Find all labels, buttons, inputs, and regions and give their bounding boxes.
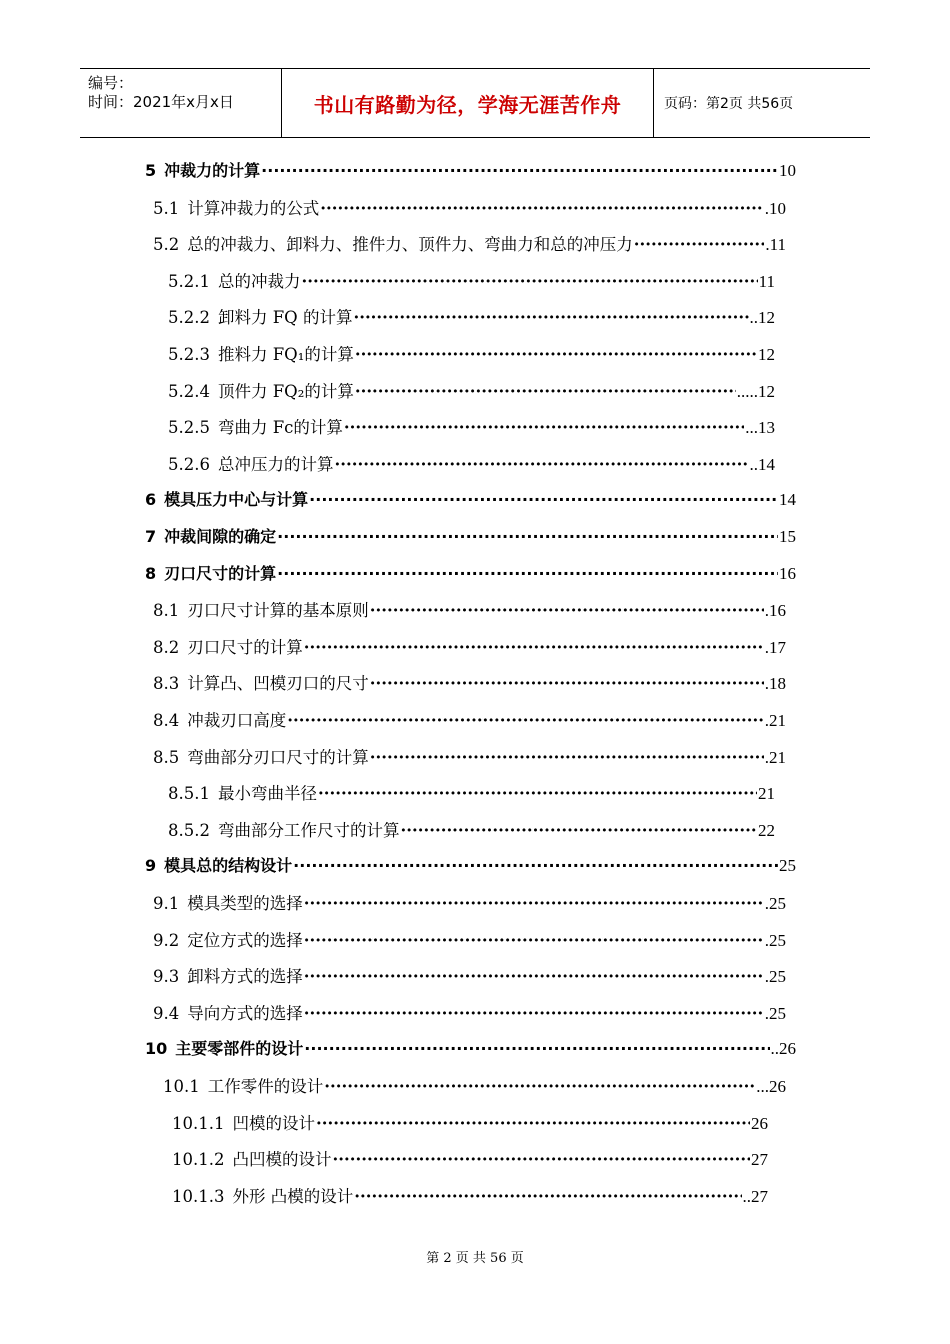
- toc-dot-leader: [370, 674, 764, 693]
- toc-dot-leader: [293, 856, 778, 875]
- toc-entry-title: 模具压力中心与计算: [164, 490, 309, 510]
- toc-entry-number: 9.2: [153, 930, 180, 950]
- toc-entry-title: 刃口尺寸的计算: [187, 637, 303, 657]
- toc-entry-title: 总的冲裁力、卸料力、推件力、顶件力、弯曲力和总的冲压力: [187, 235, 633, 255]
- toc-entry-page: ...26: [756, 1077, 786, 1096]
- toc-entry-page: 11: [758, 271, 775, 291]
- toc-entry[interactable]: [153, 195, 786, 219]
- toc-entry-page: ...13: [745, 418, 775, 438]
- toc-entry-number: 8.2: [153, 637, 180, 657]
- toc-entry[interactable]: [168, 780, 775, 804]
- toc-entry-page: .10: [764, 198, 786, 218]
- toc-entry[interactable]: [168, 304, 775, 328]
- toc-entry-number: 7: [145, 527, 157, 546]
- toc-entry[interactable]: [145, 853, 796, 877]
- toc-entry-title: 凸凹模的设计: [232, 1150, 332, 1170]
- toc-dot-leader: [334, 455, 748, 474]
- toc-entry-page: .25: [764, 967, 786, 987]
- toc-entry-page: 22: [758, 820, 775, 840]
- toc-entry-page: .....12: [736, 381, 775, 401]
- toc-dot-leader: [344, 418, 744, 437]
- toc-entry-number: 5.2.6: [168, 454, 210, 474]
- toc-entry[interactable]: [153, 744, 786, 768]
- toc-dot-leader: [400, 821, 757, 840]
- toc-entry-number: 9.3: [153, 967, 180, 987]
- toc-entry[interactable]: [153, 670, 786, 694]
- toc-entry-title: 顶件力 FQ₂的计算: [217, 381, 354, 401]
- toc-dot-leader: [287, 711, 764, 730]
- doc-number-label: 编号：: [88, 74, 134, 92]
- toc-entry-title: 弯曲部分刃口尺寸的计算: [187, 747, 369, 767]
- toc-entry-page: 27: [751, 1150, 768, 1170]
- toc-entry-number: 9: [145, 856, 157, 876]
- toc-entry-number: 9.1: [153, 894, 180, 913]
- toc-entry-number: 8.1: [153, 601, 180, 621]
- toc-dot-leader: [324, 1077, 755, 1096]
- toc-entry[interactable]: [168, 451, 775, 475]
- toc-entry-page: 16: [779, 563, 796, 583]
- toc-entry-page: ..12: [749, 308, 775, 328]
- toc-entry-page: .11: [765, 235, 786, 255]
- toc-entry-title: 冲裁力的计算: [164, 161, 261, 180]
- toc-entry[interactable]: [153, 231, 786, 255]
- toc-entry[interactable]: [145, 524, 796, 548]
- header-motto: 书山有路勤为径，学海无涯苦作舟: [313, 92, 622, 117]
- toc-entry-page: .25: [764, 1003, 786, 1023]
- toc-dot-leader: [318, 784, 757, 803]
- toc-entry-title: 刃口尺寸计算的基本原则: [187, 601, 369, 621]
- toc-dot-leader: [277, 564, 778, 583]
- toc-entry-page: 12: [758, 345, 775, 364]
- toc-entry-title: 卸料力 FQ 的计算: [217, 308, 353, 328]
- toc-entry-title: 外形 凸模的设计: [232, 1186, 354, 1206]
- toc-entry[interactable]: [153, 634, 786, 658]
- toc-entry-number: 8.5.1: [168, 784, 210, 804]
- toc-entry[interactable]: [172, 1183, 768, 1207]
- toc-entry-title: 最小弯曲半径: [217, 784, 317, 804]
- toc-dot-leader: [370, 748, 764, 767]
- toc-entry-page: 26: [751, 1113, 768, 1133]
- toc-entry-page: .25: [764, 930, 786, 950]
- toc-entry-page: .25: [764, 894, 786, 913]
- toc-entry-title: 主要零部件的设计: [175, 1039, 304, 1059]
- toc-entry-number: 5.2.4: [168, 381, 210, 401]
- toc-entry[interactable]: [145, 158, 796, 182]
- toc-dot-leader: [354, 1187, 741, 1206]
- toc-entry-number: 10.1.3: [172, 1186, 225, 1206]
- toc-entry-number: 5.2.5: [168, 418, 210, 438]
- toc-entry-title: 弯曲力 Fc的计算: [217, 418, 343, 438]
- toc-entry[interactable]: [172, 1146, 768, 1170]
- toc-entry-page: .17: [764, 637, 786, 657]
- toc-entry-number: 8.5: [153, 747, 180, 767]
- toc-entry[interactable]: [153, 927, 786, 951]
- toc-entry[interactable]: [153, 597, 786, 621]
- toc-entry-number: 10.1.2: [172, 1150, 225, 1170]
- toc-dot-leader: [355, 382, 736, 401]
- toc-entry-number: 8.3: [153, 674, 180, 694]
- toc-entry-title: 导向方式的选择: [187, 1003, 303, 1023]
- toc-entry[interactable]: [168, 341, 775, 365]
- toc-dot-leader: [320, 199, 764, 218]
- toc-entry-title: 工作零件的设计: [207, 1077, 324, 1096]
- toc-entry[interactable]: [153, 890, 786, 914]
- header-page-info: [654, 69, 870, 137]
- toc-entry-title: 总冲压力的计算: [217, 454, 334, 474]
- page-header: [80, 68, 870, 138]
- toc-dot-leader: [304, 931, 764, 950]
- toc-entry-title: 计算凸、凹模刃口的尺寸: [187, 674, 369, 694]
- toc-entry-title: 模具类型的选择: [187, 894, 303, 913]
- toc-entry[interactable]: [168, 378, 775, 402]
- toc-dot-leader: [304, 894, 764, 913]
- toc-entry-title: 弯曲部分工作尺寸的计算: [217, 820, 400, 840]
- toc-entry-number: 10: [145, 1039, 168, 1059]
- toc-entry[interactable]: [168, 414, 775, 438]
- toc-entry-number: 10.1.1: [172, 1113, 225, 1133]
- toc-dot-leader: [634, 235, 765, 254]
- toc-entry-page: 21: [758, 784, 775, 804]
- toc-entry-page: ..14: [749, 454, 775, 474]
- toc-entry-title: 卸料方式的选择: [187, 967, 303, 987]
- toc-entry[interactable]: [168, 268, 775, 292]
- toc-entry[interactable]: [168, 817, 775, 841]
- toc-entry-page: 15: [779, 527, 796, 546]
- toc-entry-number: 5.2: [153, 235, 180, 255]
- toc-entry[interactable]: [163, 1073, 786, 1097]
- toc-entry-page: ..26: [770, 1039, 796, 1059]
- toc-entry-page: ..27: [742, 1186, 768, 1206]
- toc-dot-leader: [304, 1004, 764, 1023]
- toc-entry-title: 计算冲裁力的公式: [187, 198, 320, 218]
- toc-entry-title: 总的冲裁力: [217, 271, 301, 291]
- toc-entry[interactable]: [145, 561, 796, 585]
- toc-dot-leader: [309, 490, 778, 509]
- toc-entry-title: 推料力 FQ₁的计算: [217, 345, 354, 364]
- toc-entry[interactable]: [145, 487, 796, 511]
- toc-entry-page: 14: [779, 490, 796, 510]
- toc-dot-leader: [277, 527, 778, 546]
- toc-dot-leader: [304, 967, 764, 986]
- toc-dot-leader: [355, 345, 757, 364]
- toc-dot-leader: [304, 1039, 769, 1058]
- header-page-text: 页码：第2页 共56页: [664, 96, 794, 112]
- toc-dot-leader: [304, 638, 764, 657]
- toc-dot-leader: [332, 1150, 750, 1169]
- toc-entry[interactable]: [153, 963, 786, 987]
- toc-entry-number: 5.2.2: [168, 308, 210, 328]
- toc-entry-number: 8: [145, 563, 157, 583]
- toc-entry-number: 6: [145, 490, 157, 510]
- toc-entry-title: 冲裁间隙的确定: [164, 527, 277, 546]
- toc-entry[interactable]: [153, 707, 786, 731]
- toc-entry-page: .21: [764, 711, 786, 730]
- toc-entry[interactable]: [153, 1000, 786, 1024]
- toc-entry-page: .16: [764, 601, 786, 621]
- toc-entry-number: 9.4: [153, 1003, 180, 1023]
- toc-dot-leader: [353, 308, 748, 327]
- toc-entry-number: 5.2.3: [168, 345, 210, 364]
- toc-dot-leader: [301, 272, 757, 291]
- toc-entry-number: 8.4: [153, 711, 180, 730]
- page-footer: 第 2 页 共 56 页: [426, 1251, 524, 1266]
- toc-entry-number: 8.5.2: [168, 820, 210, 840]
- toc-entry-page: .21: [764, 747, 786, 767]
- toc-dot-leader: [316, 1114, 750, 1133]
- toc-entry-title: 凹模的设计: [232, 1113, 315, 1133]
- toc-entry-number: 5: [145, 161, 157, 180]
- header-meta: [80, 69, 282, 137]
- toc-entry-page: 25: [779, 856, 796, 876]
- toc-dot-leader: [261, 161, 778, 180]
- toc-entry[interactable]: [172, 1110, 768, 1134]
- toc-entry-number: 5.1: [153, 198, 180, 218]
- toc-entry-title: 刃口尺寸的计算: [164, 563, 277, 583]
- toc-entry-page: 10: [779, 161, 796, 180]
- toc-entry-number: 10.1: [163, 1077, 200, 1096]
- toc-entry-title: 冲裁刃口高度: [187, 711, 287, 730]
- toc-entry-page: .18: [764, 674, 786, 694]
- toc-dot-leader: [370, 601, 764, 620]
- doc-time-label: 时间：2021年x月x日: [88, 93, 234, 111]
- header-motto-cell: [282, 69, 654, 137]
- toc-entry[interactable]: [145, 1036, 796, 1060]
- toc-entry-title: 模具总的结构设计: [164, 856, 293, 876]
- toc-entry-number: 5.2.1: [168, 271, 210, 291]
- toc-entry-title: 定位方式的选择: [187, 930, 303, 950]
